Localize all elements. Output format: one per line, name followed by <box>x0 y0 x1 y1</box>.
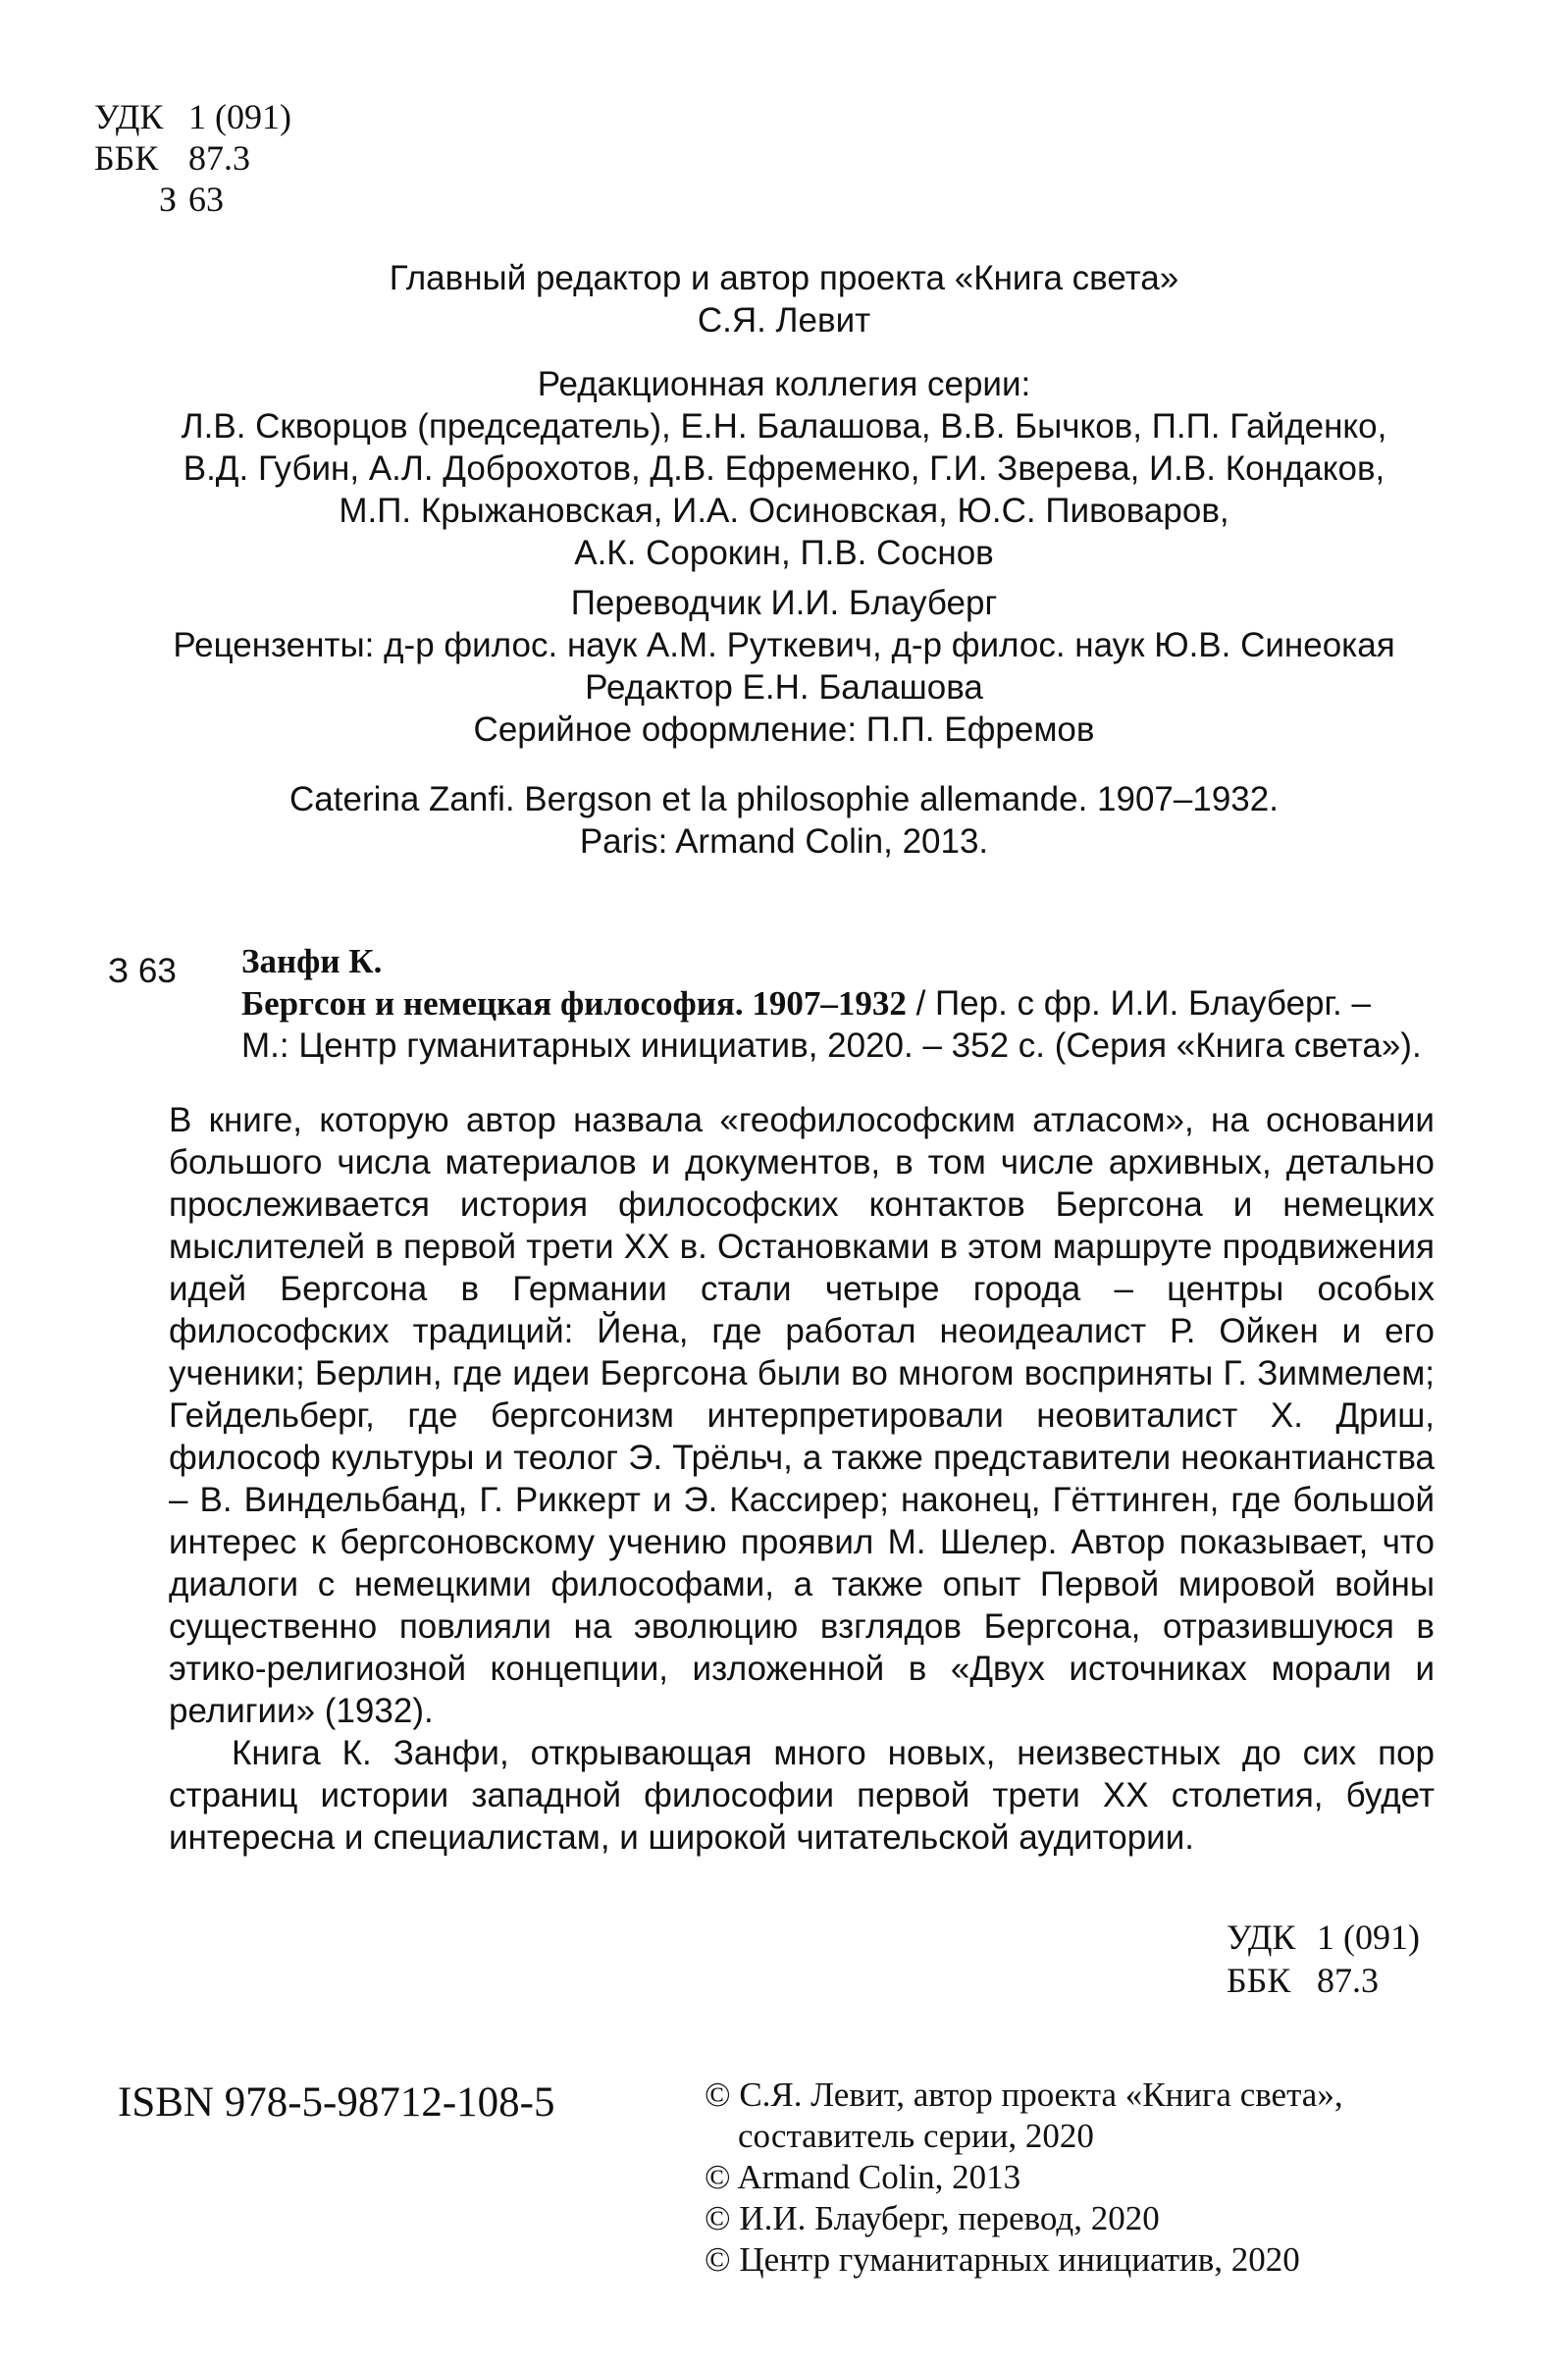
board-line: А.К. Сорокин, П.В. Соснов <box>574 534 994 572</box>
bbk-label: ББК <box>1227 1961 1291 2000</box>
bbk-value: 87.3 <box>188 138 250 178</box>
bbk-label: ББК <box>94 138 159 178</box>
abstract <box>169 1099 1435 1859</box>
author-mark-value: 63 <box>188 180 224 219</box>
chief-editor-name: С.Я. Левит <box>697 301 871 340</box>
abstract-paragraph: Книга К. Занфи, открывающая много новых, неизвестных до сих пор страниц истории западной философии первой трети XX столетия, будет интересна и специалистам, и широкой читательской аудитории. <box>169 1734 1435 1857</box>
editorial-board-block <box>0 363 1568 574</box>
catalog-author: Занфи К. <box>241 942 383 980</box>
series-design-credit: Серийное оформление: П.П. Ефремов <box>473 710 1095 749</box>
catalog-title: Бергсон и немецкая философия. 1907–1932 <box>241 984 907 1023</box>
staff-credits-block <box>0 582 1568 751</box>
original-edition-line1: Caterina Zanfi. Bergson et la philosophie allemande. 1907–1932. <box>289 780 1279 818</box>
bbk-row <box>94 137 291 179</box>
original-edition-line2: Paris: Armand Colin, 2013. <box>579 822 989 861</box>
udk-value: 1 (091) <box>188 97 291 136</box>
copyright-line: © Armand Colin, 2013 <box>705 2158 1021 2196</box>
catalog-title-line <box>241 982 1462 1025</box>
abstract-paragraph: В книге, которую автор назвала «геофилософским атласом», на основании большого числа материалов и документов, в том числе архивных, детально прослеживается история философских контактов Бергсона и немецких мыслителей в первой трети XX в. Остановками в этом маршруте продвижения идей Бергсона в Германии стали четыре города – центры особых философских традиций: Йена, где работал неоидеалист Р. Ойкен и его ученики; Берлин, где идеи Бергсона были во многом восприняты Г. Зиммелем; Гейдельберг, где бергсонизм интерпретировали неовиталист Х. Дриш, философ культуры и теолог Э. Трёльч, а также представители неокантианства – В. Виндельбанд, Г. Риккерт и Э. Кассирер; наконец, Гёттинген, где большой интерес к бергсоновскому учению проявил М. Шелер. Автор показывает, что диалоги с немецкими философами, а также опыт Первой мировой войны существенно повлияли на эволюцию взглядов Бергсона, отразившуюся в этико-религиозной концепции, изложенной в «Двух источниках морали и религии» (1932). <box>169 1101 1435 1730</box>
translator-credit: Переводчик И.И. Блауберг <box>570 584 998 622</box>
catalog-body <box>241 940 1462 1067</box>
classification-block-bottom <box>1227 1916 1420 2002</box>
original-edition-block <box>0 778 1568 863</box>
copyright-line: © Центр гуманитарных инициатив, 2020 <box>705 2240 1300 2279</box>
board-line: В.Д. Губин, А.Л. Доброхотов, Д.В. Ефременко, Г.И. Зверева, И.В. Кондаков, <box>183 449 1385 488</box>
bbk-row <box>1227 1959 1420 2002</box>
udk-label: УДК <box>1227 1918 1296 1957</box>
catalog-code: З 63 <box>108 952 177 990</box>
copyright-line: © С.Я. Левит, автор проекта «Книга света», <box>705 2076 1343 2114</box>
board-line: Л.В. Скворцов (председатель), Е.Н. Балашова, В.В. Бычков, П.П. Гайденко, <box>181 407 1387 446</box>
copyright-line: © И.И. Блауберг, перевод, 2020 <box>705 2199 1160 2237</box>
copyright-block <box>705 2075 1343 2281</box>
bbk-value: 87.3 <box>1317 1961 1379 2000</box>
author-mark-row <box>94 179 291 220</box>
chief-editor-block <box>0 257 1568 342</box>
author-mark-label: З <box>158 180 177 219</box>
catalog-imprint: М.: Центр гуманитарных инициатив, 2020. – 352 с. (Серия «Книга света»). <box>241 1026 1422 1065</box>
udk-row <box>1227 1916 1420 1959</box>
board-line: М.П. Крыжановская, И.А. Осиновская, Ю.С. Пивоваров, <box>339 492 1229 530</box>
copyright-line: составитель серии, 2020 <box>738 2117 1094 2155</box>
reviewers-credit: Рецензенты: д-р филос. наук А.М. Руткевич, д-р филос. наук Ю.В. Синеокая <box>173 626 1395 664</box>
udk-label: УДК <box>94 97 164 136</box>
board-heading: Редакционная коллегия серии: <box>537 365 1031 403</box>
classification-block-top <box>94 96 291 220</box>
editor-credit: Редактор Е.Н. Балашова <box>585 668 983 707</box>
udk-value: 1 (091) <box>1317 1918 1420 1957</box>
chief-editor-line: Главный редактор и автор проекта «Книга света» <box>389 259 1179 297</box>
isbn: ISBN 978-5-98712-108-5 <box>118 2079 555 2126</box>
udk-row <box>94 96 291 137</box>
catalog-title-rest: / Пер. с фр. И.И. Блауберг. – <box>906 984 1371 1023</box>
